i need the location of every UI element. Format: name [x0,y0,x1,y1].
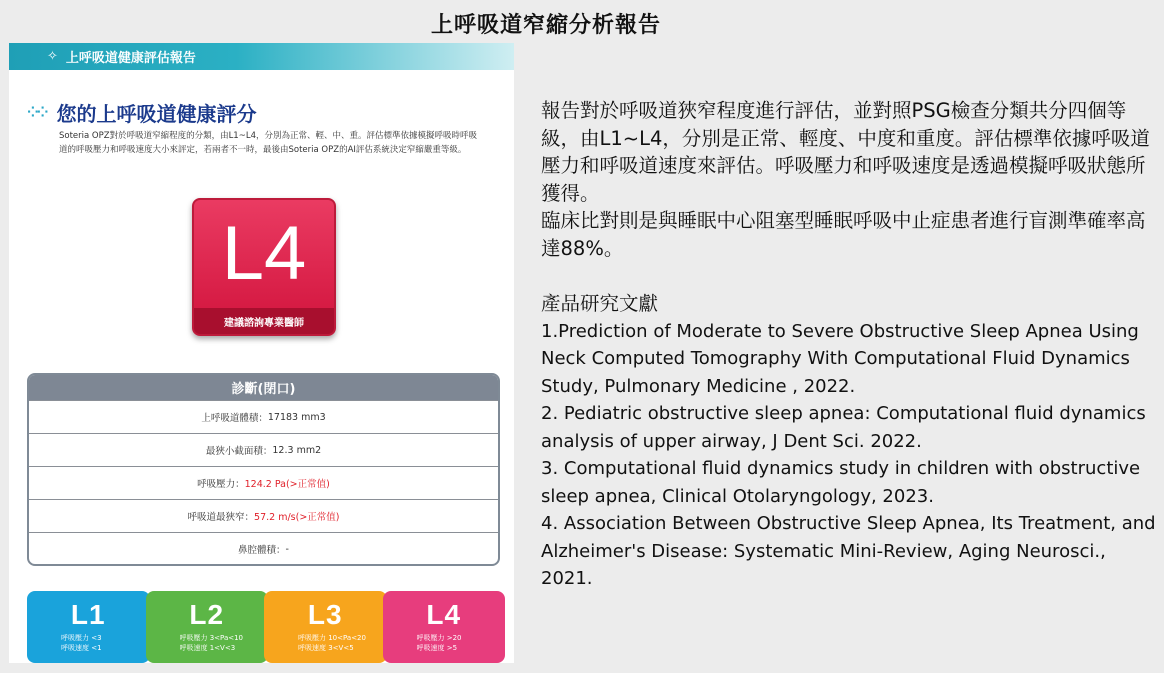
level-pressure: 呼吸壓力 10<Pa<20 [298,634,366,642]
diagnosis-value: 12.3 mm2 [272,444,322,456]
level-criteria [180,633,244,653]
diagnosis-row [29,400,498,433]
reference-item: 4. Association Between Obstructive Sleep Apnea, Its Treatment, and Alzheimer's Disease: Systematic Mini-Review, Aging Neurosci., 2021. [541,513,1156,589]
level-pressure: 呼吸壓力 >20 [416,634,462,642]
reference-item: 3. Computational fluid dynamics study in children with obstructive sleep apnea, Clinical Otolaryngology, 2023. [541,458,1141,507]
diagnosis-row [29,466,498,499]
diagnosis-label: 鼻腔體積： [238,545,286,556]
level-legend [27,591,501,663]
score-card [192,198,336,336]
health-title [27,98,256,127]
diagnosis-value-alert: 124.2 Pa(>正常值) [244,479,330,490]
level-label: L1 [70,599,106,630]
explanation-paragraph: 報告對於呼吸道狹窄程度進行評估，並對照PSG檢查分類共分四個等級，由L1~L4，分別是正常、輕度、中度和重度。評估標準依據呼吸道壓力和呼吸道速度來評估。呼吸壓力和呼吸速度是透過模擬呼吸狀態所獲得。 [541,99,1150,205]
references-title: 產品研究文獻 [541,292,659,315]
level-label: L4 [426,599,462,630]
diagnosis-label: 最狹小截面積： [205,446,273,457]
level-criteria [417,633,462,653]
reference-item: 2. Pediatric obstructive sleep apnea: Computational fluid dynamics analysis of upper airway, J Dent Sci. 2022. [541,403,1146,452]
level-velocity: 呼吸速度 3<V<5 [298,644,354,652]
diagnosis-label: 上呼吸道體積： [201,413,268,424]
explanation-text [541,97,1161,262]
diagnosis-value: - [285,543,289,555]
diagnosis-label: 呼吸道最狹窄： [187,512,255,523]
diagnosis-label: 呼吸壓力： [197,479,245,490]
level-label: L3 [307,599,343,630]
diagnosis-panel [27,373,500,566]
level-criteria [61,633,102,653]
reference-item: 1.Prediction of Moderate to Severe Obstructive Sleep Apnea Using Neck Computed Tomography With Computational Fluid Dynamics Study, Pulmonary Medicine , 2022. [541,320,1139,397]
level-card-l3 [264,591,387,663]
level-velocity: 呼吸速度 <1 [61,644,102,652]
diagnosis-row [29,433,498,466]
diagnosis-value-alert: 57.2 m/s(>正常值) [254,512,340,523]
level-label: L2 [189,599,225,630]
report-image [9,43,514,663]
report-header [9,43,514,70]
references [541,290,1161,593]
health-title-text: 您的上呼吸道健康評分 [56,102,257,126]
level-criteria [298,633,366,653]
level-card-l1 [27,591,150,663]
score-advice: 建議諮詢專業醫師 [194,308,334,334]
level-card-l4 [383,591,506,663]
dots-icon: ⁘⁘ [27,104,47,121]
report-description: Soteria OPZ對於呼吸道窄縮程度的分類，由L1~L4，分別為正常、輕、中、重。評估標準依據模擬呼吸時呼吸道的呼吸壓力和呼吸速度大小來評定，若兩者不一時，最後由Soteria OPZ的AI評估系統決定窄縮嚴重等級。 [59,131,477,155]
level-pressure: 呼吸壓力 <3 [61,634,102,642]
level-pressure: 呼吸壓力 3<Pa<10 [179,634,244,642]
level-velocity: 呼吸速度 1<V<3 [179,644,236,652]
score-level: L4 [221,211,307,296]
report-header-label: 上呼吸道健康評估報告 [65,51,196,66]
level-velocity: 呼吸速度 >5 [416,644,458,652]
diagnosis-row [29,532,498,565]
diagnosis-title: 診斷(閉口) [29,375,498,400]
explanation-paragraph: 臨床比對則是與睡眠中心阻塞型睡眠呼吸中止症患者進行盲測準確率高達88%。 [541,209,1146,260]
swirl-icon: ✧ [47,49,58,64]
slide-title: 上呼吸道窄縮分析報告 [430,13,661,38]
diagnosis-row [29,499,498,532]
level-card-l2 [146,591,269,663]
diagnosis-value: 17183 mm3 [267,411,326,423]
